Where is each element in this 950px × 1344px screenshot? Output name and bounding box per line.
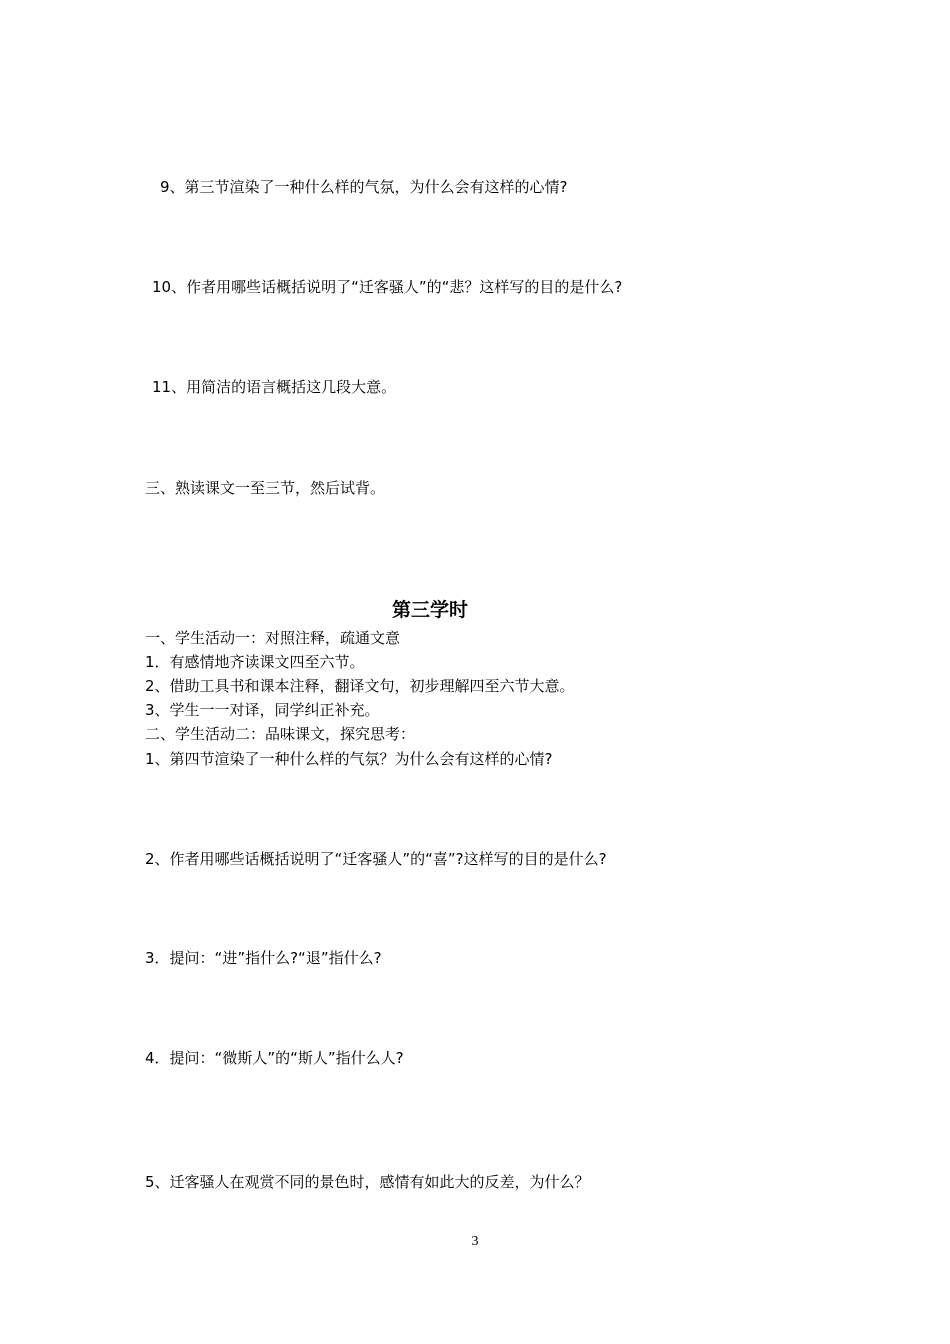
step-3: 3、学生一一对译，同学纠正补充。 — [145, 701, 380, 719]
lesson-question-3: 3．提问：“进”指什么?“退”指什么? — [145, 949, 382, 967]
question-11: 11、用简洁的语言概括这几段大意。 — [152, 378, 397, 396]
question-9: 9、第三节渲染了一种什么样的气氛，为什么会有这样的心情? — [160, 178, 568, 196]
step-2: 2、借助工具书和课本注释，翻译文句，初步理解四至六节大意。 — [145, 677, 575, 695]
lesson-question-2: 2、作者用哪些话概括说明了“迁客骚人”的“喜”?这样写的目的是什么? — [145, 850, 607, 868]
part-3-heading: 三、熟读课文一至三节，然后试背。 — [145, 479, 386, 497]
lesson-question-5: 5、迁客骚人在观赏不同的景色时，感情有如此大的反差，为什么？ — [145, 1173, 590, 1191]
question-10: 10、作者用哪些话概括说明了“迁客骚人”的“悲？这样写的目的是什么? — [152, 278, 623, 296]
step-1: 1．有感情地齐读课文四至六节。 — [145, 653, 365, 671]
lesson-title: 第三学时 — [391, 599, 468, 621]
lesson-question-1: 1、第四节渲染了一种什么样的气氛？为什么会有这样的心情? — [145, 750, 553, 768]
activity-2-heading: 二、学生活动二：品味课文，探究思考： — [145, 725, 416, 743]
page-number: 3 — [471, 1234, 479, 1249]
lesson-question-4: 4．提问：“微斯人”的“斯人”指什么人? — [145, 1049, 404, 1067]
activity-1-heading: 一、学生活动一：对照注释，疏通文意 — [145, 629, 401, 647]
